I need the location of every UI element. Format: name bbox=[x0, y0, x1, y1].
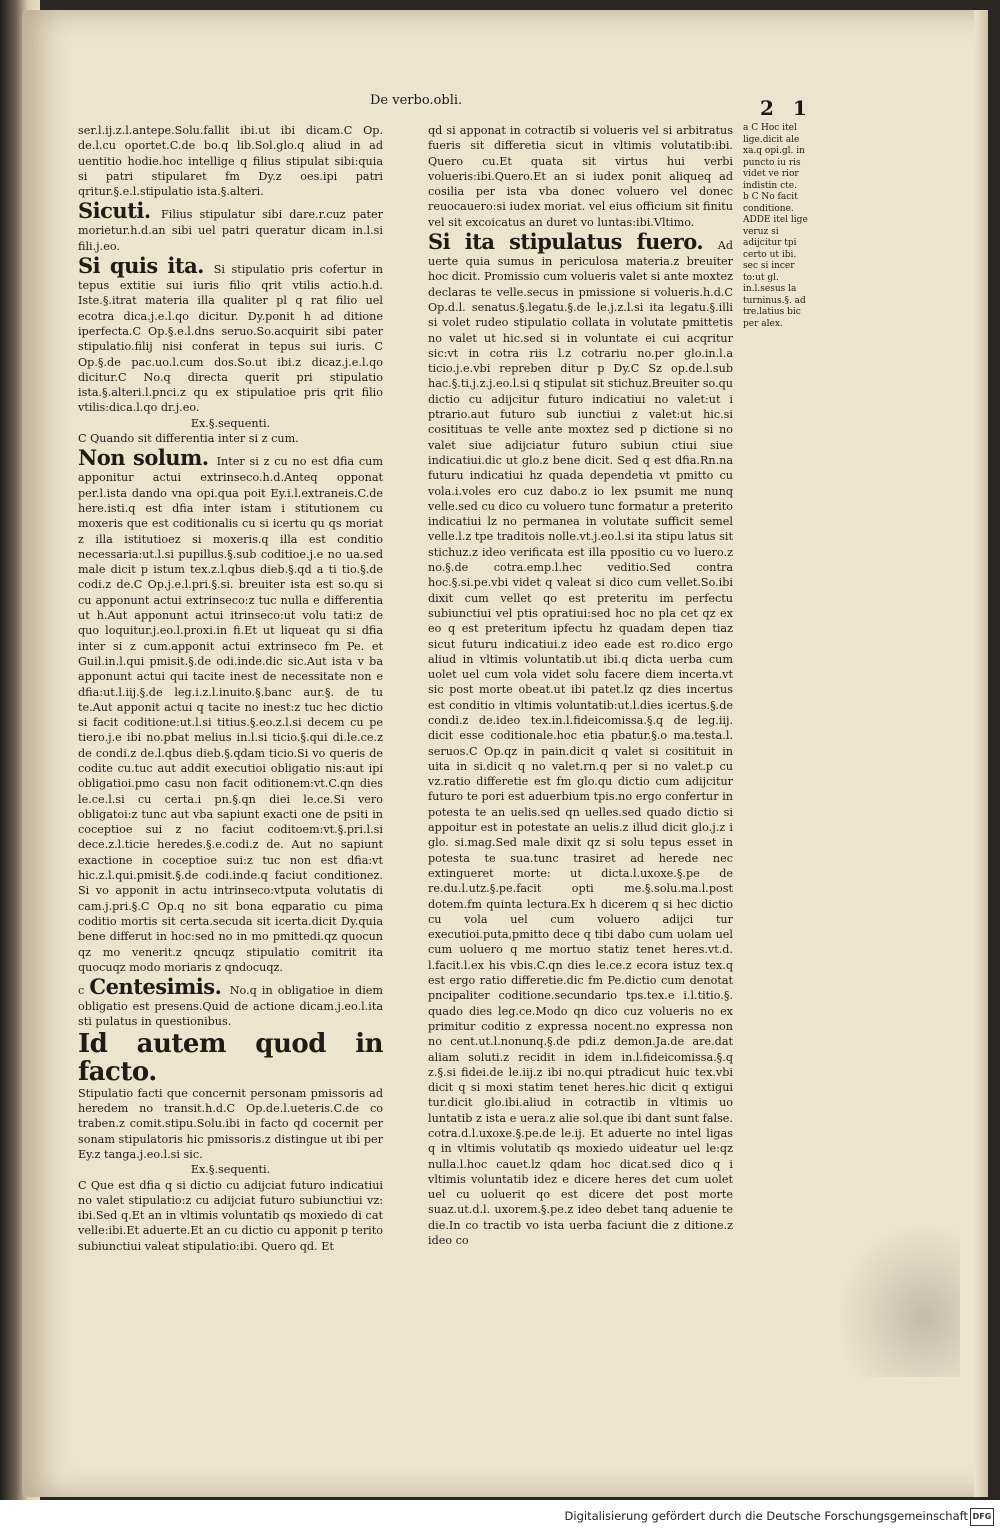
lemma-paragraph bbox=[78, 975, 383, 1030]
left-text-column bbox=[78, 123, 383, 1254]
lemma-heading: Si quis ita. bbox=[78, 253, 214, 279]
section-reference: Ex.§.sequenti. bbox=[190, 416, 271, 430]
margin-note: a C Hoc itel lige.dicit ale xa.q opi.gl. in puncto iu ris videt ve rior indistin cte. bbox=[743, 123, 805, 191]
commentary-paragraph: ser.l.ij.z.l.antepe.Solu.fallit ibi.ut ibi dicam.C Op. de.l.cu oportet.C.de bo.q lib.Sol.glo.q aliud in ad uentitio hodie.hoc intellige q filius stipulat sibi:quia si patri stipularet fm Dy.z oes.ipi patri qritur.§.e.l.stipulatio ista.§.alteri. bbox=[78, 124, 383, 199]
lemma-paragraph bbox=[78, 199, 383, 254]
section-reference: Ex.§.sequenti. bbox=[190, 1163, 271, 1177]
commentary-paragraph: C Que est dfia q si dictio cu adijciat futuro indicatiui no valet stipulatio:z cu adijciat futuro subiunctiui vz: ibi.Sed q.Et an in vltimis voluntatib qs moxiedo di cat velle:ibi.Et aduerte.Et an cu dictio cu apponit p terito subiunctiui valeat stipulatio:ibi. Quero qd. Et bbox=[78, 1178, 383, 1253]
marginal-marker: c bbox=[78, 984, 90, 998]
margin-note: ADDE itel lige veruz si adijcitur tpi certo ut ibi. sec si incer to:ut gl. in.l.sesus la turninus.§. ad tre.latius bic per alex. bbox=[743, 215, 808, 329]
footer-bar bbox=[0, 1500, 1000, 1533]
commentary-paragraph: qd si apponat in cotractib si volueris vel si arbitratus fueris sit differetia sicut in vltimis volutatib:ibi. Quero cu.Et quata sit virtus hui verbi volueris:ibi.Quero.Et an si iudex ponit aliqueq ad cosilia per ista vba donec voluero vel donec reuocauero:si iudex moriat. vel eius officium sit finitu vel sit excoicatus an duret vo luntas:ibi.Vltimo. bbox=[428, 124, 733, 229]
lemma-heading: Id autem quod in facto. bbox=[78, 1028, 383, 1087]
marginal-notes bbox=[743, 123, 813, 330]
right-text-column bbox=[428, 123, 733, 1248]
folio-number: 2 1 bbox=[760, 96, 813, 120]
lemma-paragraph bbox=[428, 230, 733, 1248]
lemma-heading: Non solum. bbox=[78, 445, 217, 471]
lemma-paragraph bbox=[78, 1030, 383, 1162]
lemma-heading: Si ita stipulatus fuero. bbox=[428, 229, 718, 255]
lemma-text: Filius stipulatur sibi dare.r.cuz pater morietur.h.d.an sibi uel patri queratur dicam in.l.si fili.j.eo. bbox=[78, 208, 384, 253]
lemma-paragraph bbox=[78, 446, 383, 975]
footer-credit: Digitalisierung gefördert durch die Deutsche Forschungsgemeinschaft bbox=[564, 1509, 968, 1523]
lemma-text: Stipulatio facti que concernit personam pmissoris ad heredem no transit.h.d.C Op.de.l.ueteris.C.de co traben.z comit.stipu.Solu.ibi in facto qd cocernit per sonam stipulatoris hic pmissoris.z distingue ut ibi per Ey.z tanga.j.eo.l.si sic. bbox=[78, 1086, 383, 1161]
dfg-logo: DFG bbox=[970, 1508, 994, 1526]
lemma-heading: Sicuti. bbox=[78, 198, 162, 224]
lemma-text: Inter si z cu no est dfia cum apponitur actui extrinseco.h.d.Anteq opponat per.l.ista dando vna opi.qua poit Ey.i.l.extraneis.C.de here.isti.q est dfia inter istam i stitutionem cu moxeris que est coditionalis cu si icertu qu qs moriat z illa istitutioez si moxeris.q illa est conditio necessaria:ut.l.si pupillus.§.sub coditioe.j.e no ua.sed male dicit p istum tex.z.l.qbus dieb.§.qd a ti tio.§.de codi.z de.C Op.j.e.l.pri.§.si. breuiter ista est so.qu si cu apponunt actui extrinseco:z tuc nulla e differentia ut h.Aut apponunt actui itrinseco:ut volu tati:z de quo loquitur.j.eo.l.proxi.in fi.Et ut liqueat qu si dfia inter si z cum.apponit actui extrinseco fm Pe. et Guil.in.l.qui pmisit.§.de odi.inde.dic sic.Aut ista v ba apponunt actui qui tacite inest de necessitate non e dfia:ut.l.iij.§.de leg.i.z.l.inuito.§.banc aur.§. de tu te.Aut apponit actui q tacite no inest:z tuc hec dictio si facit coditione:ut.l.si titius.§.eo.z.l.si decem cu pe tiero.j.e ibi no.pbat melius in.l.si ticio.§.qui di.le.ce.z de condi.z de.l.qbus dieb.§.qdam ticio.Si vo queris de codite cu.tuc aut addit executioi obligatio nis:aut ipi obligatioi.pmo casu non facit oditionem:vt.C.qn dies le.ce.l.si cu certa.i pn.§.qn diei le.ce.Si vero obligatoi:z tunc aut vba sapiunt exacti one de psiti in coceptioe sui z no faciut coditoem:vt.§.pri.l.si dece.z.l.ticie heredes.§.e.codi.z de. Aut no sapiunt exactione in coceptioe sui:z tuc non est dfia:vt hic.z.l.qui.pmisit.§.de codi.inde.q faciut conditionez. Si vo apponit in actu intrinseco:vtputa volutatis di cam.j.pri.§.C Op.q no sit bona eqparatio cu pima coditio mortis sit certa.secuda sit icerta.dicit Dy.quia bene differut in hoc:sed no in mo pmittedi.qz quocun qz mo venerit.z qncuqz stipulatio comitrit ita quocuqz modo moriaris z qndocuqz. bbox=[78, 455, 383, 974]
lemma-paragraph bbox=[78, 254, 383, 416]
page-edge-shadow bbox=[974, 10, 988, 1497]
lemma-text: Si stipulatio pris cofertur in tepus extitie sui iuris filio qrit vtilis actio.h.d. Iste.§.itrat materia illa qualiter pl q rat filio uel ecotra dica.j.e.l.qo dicitur. Dy.ponit h ad ditione iperfecta.C Op.§.e.l.dns seruo.So.acquirit sibi pater stipulatio.filij nisi conferat in tepus sui iuris. C Op.§.de pac.uo.l.cum dos.So.ut ibi.z dicaz.j.e.l.qo dicitur.C No.q directa querit pri stipulatio ista.§.alteri.l.pnci.z qu ex stipulatioe pris qrit filio vtilis:dica.l.qo dr.j.eo. bbox=[78, 263, 383, 415]
lemma-heading: Centesimis. bbox=[89, 974, 230, 1000]
margin-note: b C No facit conditione. bbox=[743, 192, 798, 214]
paper-stain bbox=[840, 1227, 960, 1377]
lemma-text: Ad uerte quia sumus in periculosa materia.z breuiter hoc dicit. Promissio cum volueris valet si ante moxtez declaras te velle.secus in pmissione si volueris.h.d.C Op.d.l. senatus.§.legatu.§.de le.j.z.l.si ita legatu.§.illi si volet rudeo stipulatio collata in volutate pmittetis no valet ut hic.sed si in voluntate ei cui acqritur sic:vt in cotra riis l.z cotrariu no.per glo.in.l.a ticio.j.e.vbi repreben ditur p Dy.C Sz op.de.l.sub hac.§.ti.j.z.j.eo.l.si q stipulat sit stichuz.Breuiter so.qu dictio cu adijcitur futuro indicatiui no valet:ut i ptrario.aut futuro sub iunctiui z valet:ut hic.si cositituas te velle ante moxtez sed p dictione si no valet siue adijciatur futuro subiun ctiui siue indicatiui.dic ut glo.z bene dicit. Sed q est dfia.Rn.na futuru indicatiui hz quada dependetia vt pmitto cu vola.i.voles ero cuz dabo.z io lex psumit me nunq velle.sed cu dico cu voluero tunc formatur a preterito indicatiui lz no permanea in volutate sufficit semel velle.l.z tpe traditois nolle.vt.j.eo.l.si ita stipu latus sit stichuz.z ideo verificata est illa ppositio cu vo luero.z no.§.de cotra.emp.l.hec veditio.Sed contra hoc.§.si.pe.vbi videt q valeat si dico cum vellet.So.ibi dixit cum vellet qo est preteritu im perfectu subiunctiui vel ptis opratiui:sed hoc no pla cet qz ex eo q est preteritum ipfectu hz quadam depen tiaz sicut futuru indicatiui.z ideo eade est ro.dico ergo aliud in vltimis voluntatib.ut ibi.q dicta uerba cum uolet uel cum vola videt solu facere diem incerta.vt sic post morte obeat.ut ibi patet.lz qz dies incertus est conditio in vltimis voluntatib:ut.l.dies icertus.§.de condi.z de.ideo tex.in.l.fideicomissa.§.q de leg.iij. dicit esse coditionale.hoc etia pbatur.§.o ma.testa.l. seruos.C Op.qz in pain.dicit q valet si cositituit in uita in si.dicit q no valet.rn.q per si no valet.p cu vz.ratio differetie est fm glo.qu dictio cum adijcitur futuro te pori est aduerbium tpis.no ergo confertur in potesta te an uelis.sed qn uelles.sed quado dictio si appoitur est in potestate an uelis.z illud dicit glo.j.z i glo. si.mag.Sed male dixit qz si solu tepus esset in potesta te sua.tunc trasiret ad herede nec extingueret morte: ut dicta.l.uxoxe.§.pe de re.du.l.utz.§.pe.facit opti me.§.solu.ma.l.post dotem.fm quinta lectura.Ex h dicerem q si hec dictio cu vola uel cum voluero adijci tur executioi.puta,pmitto dece q tibi dabo cum uolam uel cum uoluero q me mortuo statiz tenet heres.vt.d. l.facit.l.ex his vbis.C.qn dies le.ce.z ecora istuz tex.q est ergo ratio differetie.dic fm Pe.dictio cum denotat pncipaliter coditione.secundario tps.tex.e i.l.titio.§. quado dies leg.ce.Modo qn dico cuz volueris no ex primitur coditio z expressa nocent.no expressa non no cent.ut.l.nonunq.§.de pdi.z demon.Ja.de are.dat aliam soluti.z recidit in idem in.l.fideicomissa.§.q z.§.si fidei.de le.iij.z ibi no.qui ptradicut huic tex.vbi dicit q si moxi statim tenet heres.hic dicit q extigui tur.dicit glo.ibi.aliud in cotractib in vltimis uo luntatib z ista e uera.z alie sol.que ibi dant sunt false. cotra.d.l.uxoxe.§.pe.de le.ij. Et aduerte no intel ligas q in vltimis volutatib qs moxiedo uideatur uel le:qz nulla.l.hoc cauet.lz qdam hoc dicat.sed dico q i vltimis voluntatib idez e dicere heres det cum uolet uel cu uoluerit qo est dicere det post morte suaz.ut.d.l. uxorem.§.pe.z ideo debet tanq aduenie te die.In co tractib vo ista uerba faciunt die z ditione.z ideo co bbox=[428, 239, 733, 1248]
commentary-paragraph: C Quando sit differentia inter si z cum. bbox=[78, 432, 299, 446]
lemma-text: No.q in obligatioe in diem obligatio est presens.Quid de actione dicam.j.eo.l.ita sti pulatus in questionibus. bbox=[78, 984, 383, 1029]
running-title: De verbo.obli. bbox=[370, 93, 463, 108]
